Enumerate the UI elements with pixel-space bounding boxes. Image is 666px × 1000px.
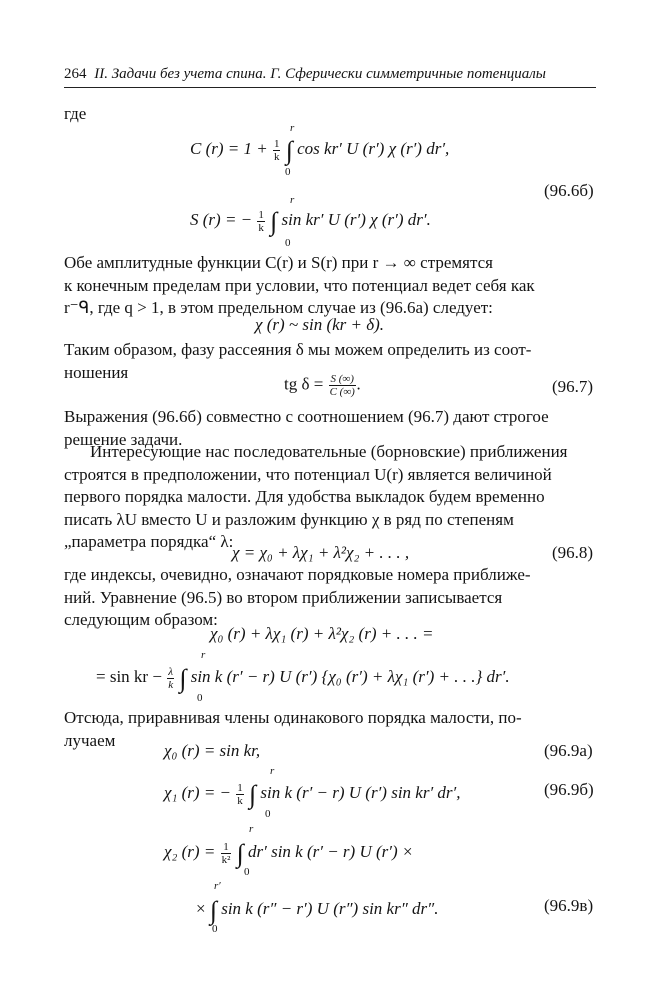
lower-limit: 0 [285, 166, 291, 178]
equation-S [190, 207, 431, 237]
paragraph-expressions: Выражения (96.6б) совместно с соотношением (96.7) дают строгое решение задачи. [64, 407, 549, 449]
equation-chi2 [164, 839, 413, 869]
eq-tg-lhs: tg δ = [284, 374, 324, 394]
eq-number-969v: (96.9в) [544, 896, 594, 915]
upper-limit: r [249, 823, 254, 835]
eq-C-rhs: cos kr′ U (r′) χ (r′) dr′, [297, 139, 450, 158]
eq-second-rhs: sin k (r′ − r) U (r′) {χ₀ (r′) + λχ₁ (r′) + . . .} dr′. [190, 667, 510, 686]
upper-limit: r [290, 122, 295, 134]
fraction-S-over-C [329, 373, 356, 398]
equation-C [190, 136, 449, 166]
frac-num: λ [168, 665, 174, 678]
equation-tg-delta: tg δ = $\frac{S (\infty)}{C (\infty)}$ . [284, 373, 362, 398]
frac-den: k² [221, 853, 231, 866]
paragraph-where: где [64, 104, 87, 123]
fraction-1-over-k [236, 782, 244, 807]
eq-chi1-rhs: sin k (r′ − r) U (r′) sin kr′ dr′, [260, 783, 461, 802]
fraction-1-over-k2 [221, 841, 232, 866]
integral-sign: ∫ [209, 896, 217, 925]
eq-S-lhs: S (r) = − [190, 210, 253, 229]
equation-chi1 [164, 780, 461, 810]
frac-num: 1 [258, 208, 264, 221]
equation-second-approx-line2 [96, 664, 510, 694]
eq-chi2-cont: sin k (r″ − r′) U (r″) sin kr″ dr″. [221, 899, 439, 918]
fraction-1-over-k [257, 209, 265, 234]
times-sign: × [196, 899, 206, 918]
eq-S-rhs: sin kr′ U (r′) χ (r′) dr′. [281, 210, 431, 229]
upper-limit: r [290, 194, 295, 206]
eq-number-968: (96.8) [552, 543, 594, 562]
eq-chi2-rhs: dr′ sin k (r′ − r) U (r′) × [248, 842, 414, 861]
integral-sign: ∫ [285, 136, 293, 165]
paragraph-born: Интересующие нас последовательные (борновские) приближения строятся в предположении, что потенциал U(r) является величиной первого порядка малости. Для удобства выкладок будем временно писать λU вместо U и разложим функцию χ в ряд по степеням „параметра порядка“ λ: [64, 442, 568, 551]
upper-limit: r′ [214, 880, 221, 892]
frac-den: k [258, 221, 264, 234]
fraction-lambda-over-k [167, 666, 174, 691]
integral-sign: ∫ [249, 780, 257, 809]
eq-number-967: (96.7) [552, 377, 594, 396]
lower-limit: 0 [244, 866, 250, 878]
page-number: 264 [64, 66, 87, 82]
lower-limit: 0 [197, 692, 203, 704]
eq-number-966b: (96.6б) [544, 181, 594, 200]
frac-num: 1 [221, 841, 232, 854]
integral-sign: ∫ [236, 839, 244, 868]
equation-series: χ = χ₀ + λχ₁ + λ²χ₂ + . . . , [232, 543, 410, 562]
eq-C-lhs: C (r) = 1 + [190, 139, 268, 158]
paragraph-hence: Отсюда, приравнивая члены одинакового порядка малости, по- лучаем [64, 708, 522, 750]
running-header [64, 66, 596, 88]
paragraph-amplitudes: Обе амплитудные функции C(r) и S(r) при r → ∞ стремятся к конечным пределам при условии, что потенциал ведет себя как r⁻ᑫ, где q > 1, в этом предельном случае из (96.6а) следует: [64, 253, 535, 317]
fraction-1-over-k [273, 138, 281, 163]
equation-chi2-continued [196, 896, 439, 926]
integral-sign: ∫ [179, 664, 187, 693]
lower-limit: 0 [285, 237, 291, 249]
eq-chi2-lhs: χ₂ (r) = [164, 842, 216, 861]
equation-chi0: χ₀ (r) = sin kr, [164, 741, 261, 760]
eq-number-969a: (96.9а) [544, 741, 593, 760]
frac-den: k [168, 678, 174, 691]
equation-chi-asymptotic: χ (r) ~ sin (kr + δ). [255, 315, 385, 334]
running-title: II. Задачи без учета спина. Г. Сферически симметричные потенциалы [94, 66, 546, 82]
equation-second-approx-line1: χ₀ (r) + λχ₁ (r) + λ²χ₂ (r) + . . . = [210, 624, 434, 643]
integral-sign: ∫ [270, 207, 278, 236]
paragraph-phase: Таким образом, фазу рассеяния δ мы можем определить из соот- ношения [64, 340, 532, 382]
eq-second-lhs: = sin kr − [96, 667, 162, 686]
paragraph-indices: где индексы, очевидно, означают порядковые номера приближе- ний. Уравнение (96.5) во втором приближении записывается следующим образом: [64, 565, 531, 629]
frac-den: k [273, 150, 280, 163]
lower-limit: 0 [265, 808, 271, 820]
eq-chi1-lhs: χ₁ (r) = − [164, 783, 232, 802]
frac-den: C (∞) [329, 386, 355, 398]
frac-num: 1 [273, 137, 280, 150]
upper-limit: r [270, 765, 275, 777]
lower-limit: 0 [212, 923, 218, 935]
eq-number-969b: (96.9б) [544, 780, 594, 799]
upper-limit: r [201, 649, 206, 661]
frac-den: k [237, 794, 243, 807]
frac-num: S (∞) [330, 373, 354, 385]
frac-num: 1 [237, 781, 243, 794]
